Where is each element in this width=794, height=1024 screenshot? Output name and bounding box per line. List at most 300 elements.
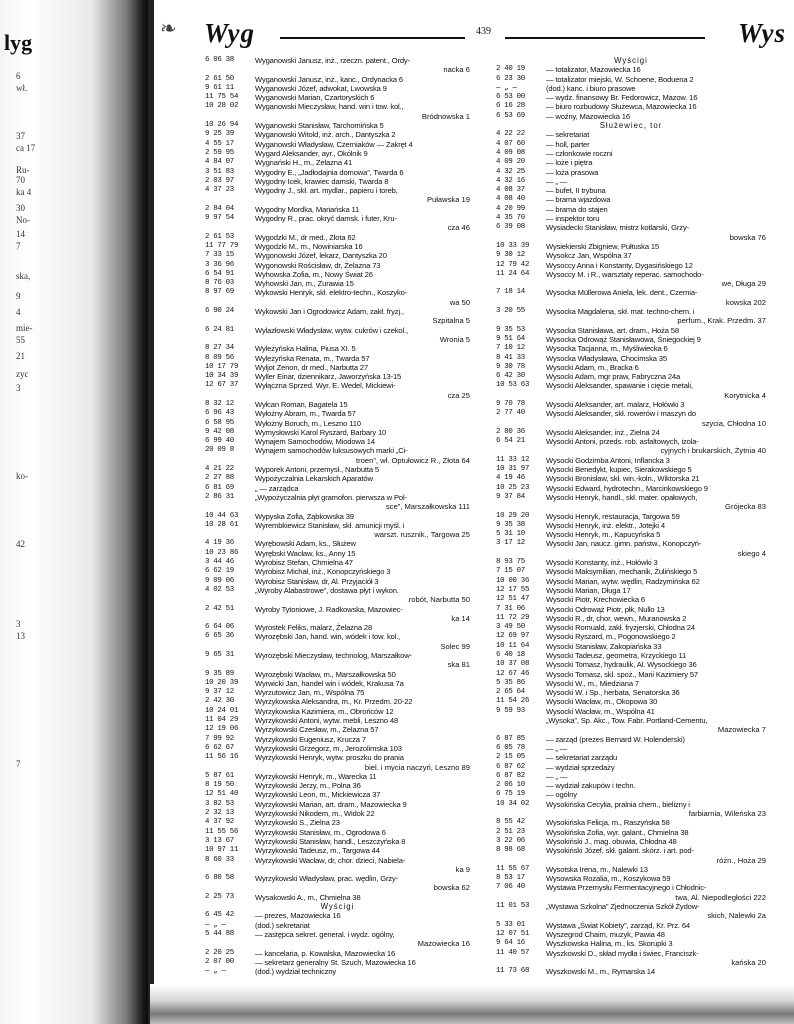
directory-entry xyxy=(496,865,766,874)
entry-continuation: Bródnowska 1 xyxy=(421,111,470,121)
entry-text: Wyrozębski Wacław, m., Marszałkowska 50 xyxy=(255,669,396,679)
phone-number: 9 42 08 xyxy=(205,427,234,436)
entry-continuation: Solec 99 xyxy=(440,641,470,651)
phone-number: 4 32 16 xyxy=(496,176,525,185)
directory-entry xyxy=(205,279,470,288)
directory-entry xyxy=(205,205,470,214)
phone-number: 3 82 53 xyxy=(205,799,234,808)
phone-number: 3 13 67 xyxy=(205,836,234,845)
phone-number: 2 84 04 xyxy=(205,204,234,213)
directory-entry xyxy=(496,539,766,548)
entry-continuation: troen”, wł. Optułowicz R., Złota 64 xyxy=(356,455,470,465)
directory-entry xyxy=(496,75,766,84)
directory-entry xyxy=(205,818,470,827)
directory-entry xyxy=(205,512,470,521)
entry-text: Wysokiński Józef, skł. galant. skórz. i art. pod- xyxy=(546,846,694,856)
phone-number: 6 16 28 xyxy=(496,102,525,111)
entry-continuation: biel. i mycia naczyń, Leszno 89 xyxy=(364,762,470,772)
entry-text: Wysocki Tomasz, skl. spoż., Marii Kazimiery 57 xyxy=(546,669,698,679)
entry-text: Wysocki Godzimba Antoni, Inflancka 3 xyxy=(546,455,670,465)
directory-entry xyxy=(205,558,470,567)
entry-text: — brama wjazdowa xyxy=(546,195,611,205)
page-bottom-shadow xyxy=(150,984,794,1024)
entry-text: Wysocka Odrowąż Stanisławowa, Śniegockiej 9 xyxy=(546,334,701,344)
directory-entry xyxy=(205,790,470,799)
entry-text: Wysocki Henryk, restauracja, Targowa 59 xyxy=(546,511,680,521)
directory-entry xyxy=(496,456,766,465)
entry-text: — sekretarz generalny St. Szuch, Mazowiecka 16 xyxy=(255,957,416,967)
phone-number xyxy=(496,716,546,725)
directory-entry xyxy=(496,93,766,102)
entry-text: — członkowie roczni xyxy=(546,148,613,158)
phone-number: 2 06 10 xyxy=(496,781,525,790)
entry-text: Wyłożny Boruch, m., Leszno 110 xyxy=(255,418,361,428)
entry-text: Wyrzykowski Henryk, m., Warecka 11 xyxy=(255,771,377,781)
entry-text: Wyporek Antoni, przemysł., Narbutta 5 xyxy=(255,465,379,475)
entry-text: Wygonowski Rościsław, dr, Żelazna 73 xyxy=(255,260,381,270)
phone-number: 10 34 39 xyxy=(205,372,239,381)
phone-number: 11 55 56 xyxy=(205,827,239,836)
entry-text: Wysocka Stanisława, art. dram., Hoża 58 xyxy=(546,325,679,335)
entry-text: Wygonowski Józef, lekarz, Dantyszka 20 xyxy=(255,251,387,261)
directory-entry xyxy=(205,372,470,381)
left-column xyxy=(205,56,470,976)
entry-text: Wysocki Piotr, Krechowiecka 6 xyxy=(546,595,645,605)
phone-number: 4 09 08 xyxy=(496,148,525,157)
entry-continuation: we, Długa 29 xyxy=(721,279,766,289)
entry-text: Wygodny E., „Jadłodajnia domowa”, Twarda 6 xyxy=(255,167,404,177)
entry-continuation: Szpitalna 5 xyxy=(432,316,470,326)
phone-number: 8 53 17 xyxy=(496,874,525,883)
directory-entry xyxy=(496,512,766,521)
entry-text: (dod.) kanc. i biuro prasowe xyxy=(546,83,636,93)
directory-entry xyxy=(205,251,470,260)
phone-number: 8 19 50 xyxy=(205,781,234,790)
phone-number: 9 51 64 xyxy=(496,334,525,343)
header-ornament: ❧ xyxy=(160,18,177,40)
directory-entry xyxy=(496,967,766,976)
directory-entry xyxy=(496,577,766,586)
entry-text: Wyrzykowski Eugeniusz, Krucza 7 xyxy=(255,734,366,744)
phone-number: 4 22 22 xyxy=(496,130,525,139)
directory-entry xyxy=(496,381,766,390)
entry-text: Wynajem samochodów luksusowych marki „Ci- xyxy=(255,446,408,456)
entry-text: Wysocki Wacław, m., Okopowa 30 xyxy=(546,697,658,707)
directory-entry xyxy=(205,446,470,455)
entry-text: Wyleżyńska Halina, Piusa XI. 5 xyxy=(255,344,356,354)
directory-entry xyxy=(205,270,470,279)
directory-entry xyxy=(496,558,766,567)
phone-number: 10 11 64 xyxy=(496,641,530,650)
entry-text: Wyszkowska Halina, m., ks. Skorupki 3 xyxy=(546,939,673,949)
phone-number: 2 86 31 xyxy=(205,492,234,501)
directory-entry xyxy=(205,744,470,753)
entry-text: Wyganowski Stanisław, Tarchomińska 5 xyxy=(255,121,384,131)
entry-text: Wyrzykowski Antoni, wytw. mebli, Leszno 48 xyxy=(255,716,399,726)
phone-number: 5 87 61 xyxy=(205,771,234,780)
directory-entry xyxy=(205,168,470,177)
entry-continuation: farbiarnia, Wileńska 23 xyxy=(688,809,766,819)
entry-text: — kancelaria, p. Kowalska, Mazowiecka 16 xyxy=(255,948,396,958)
directory-entry xyxy=(205,363,470,372)
entry-continuation: bowska 76 xyxy=(729,232,766,242)
entry-text: Wyganowski Janusz, inż., rzeczn. patent., Ordy- xyxy=(255,56,410,65)
phone-number: 6 62 67 xyxy=(205,743,234,752)
phone-number: 6 64 06 xyxy=(205,623,234,632)
entry-text: „Wystawa Szkolna” Zjednoczenia Szkół Żydow- xyxy=(546,902,700,912)
phone-number: 10 33 39 xyxy=(496,241,530,250)
directory-entry xyxy=(496,781,766,790)
phone-number: 4 02 53 xyxy=(205,585,234,594)
directory-entry xyxy=(205,772,470,781)
gutter-fragment: ska, xyxy=(16,271,31,281)
page-header xyxy=(160,14,788,54)
gutter-fragment: 42 xyxy=(16,539,25,549)
directory-entry xyxy=(496,205,766,214)
directory-entry xyxy=(205,354,470,363)
phone-number: 4 55 17 xyxy=(205,139,234,148)
gutter-fragment: mie- xyxy=(16,323,33,333)
phone-number: 6 39 08 xyxy=(496,223,525,232)
directory-entry xyxy=(496,465,766,474)
directory-entry xyxy=(205,688,470,697)
entry-text: Wysocki Tomasz, hydraulik, Al. Wysockiego 36 xyxy=(546,660,697,670)
entry-text: — zarząd (prezes Bernard W. Holenderski) xyxy=(546,734,685,744)
directory-entry xyxy=(205,409,470,418)
entry-text: Wyrzykowski Nikodem, m., Widok 22 xyxy=(255,809,375,819)
phone-number: 20 09 8 xyxy=(205,446,234,455)
directory-entry xyxy=(496,177,766,186)
directory-entry xyxy=(496,790,766,799)
section-heading: Służewiec, tor xyxy=(599,121,663,131)
directory-entry xyxy=(205,149,470,158)
directory-entry xyxy=(496,112,766,121)
phone-number: 7 06 40 xyxy=(496,883,525,892)
phone-number: 2 03 97 xyxy=(205,176,234,185)
phone-number: 9 97 54 xyxy=(205,214,234,223)
entry-text: Wykowski Henryk, skł. elektro-techn., Koszyko- xyxy=(255,288,408,298)
entry-text: Wysocki Benedykt, kupiec, Sierakowskiego 5 xyxy=(546,465,692,475)
entry-continuation: sce”, Marszałkowska 111 xyxy=(385,502,470,512)
entry-text: — loża prasowa xyxy=(546,167,599,177)
gutter-fragment: ca 17 xyxy=(16,143,36,153)
entry-text: Wysotska Irena, m., Nalewki 13 xyxy=(546,864,648,874)
phone-number: 8 55 42 xyxy=(496,818,525,827)
section-heading: Wyścigi xyxy=(614,56,648,65)
entry-text: — biuro rozbudowy Służewca, Mazowiecka 16 xyxy=(546,102,697,112)
phone-number: 4 21 22 xyxy=(205,465,234,474)
phone-number: 6 40 18 xyxy=(496,651,525,659)
phone-number: 6 06 38 xyxy=(205,56,234,64)
phone-number: 8 97 69 xyxy=(205,288,234,297)
directory-entry xyxy=(205,437,470,446)
entry-text: Wyrębski Wacław, ks., Anny 15 xyxy=(255,548,356,558)
directory-entry xyxy=(205,93,470,102)
entry-text: Wysokińska Felicja, m., Raszyńska 58 xyxy=(546,818,670,828)
directory-entry xyxy=(496,186,766,195)
phone-number: 6 05 78 xyxy=(496,743,525,752)
directory-entry xyxy=(496,521,766,530)
phone-number: 9 59 93 xyxy=(496,706,525,715)
directory-entry xyxy=(205,586,470,595)
entry-text: Wyganowski Władysław, Czerniaków — Zakręt 4 xyxy=(255,139,413,149)
directory-entry xyxy=(205,921,470,930)
directory-entry xyxy=(205,753,470,762)
entry-text: Wyłcan Roman, Bagatela 15 xyxy=(255,399,348,409)
entry-text: — inspektor toru xyxy=(546,214,600,224)
entry-continuation: Puławska 19 xyxy=(426,195,470,205)
phone-number: 6 75 19 xyxy=(496,790,525,799)
directory-entry xyxy=(205,56,470,65)
entry-text: Wysowska Rozalia, m., Koszykowa 59 xyxy=(546,874,671,884)
phone-number: 7 10 12 xyxy=(496,344,525,353)
directory-entry xyxy=(496,660,766,669)
entry-text: Wyszkowski M., m., Rymarska 14 xyxy=(546,967,655,977)
phone-number: 12 79 42 xyxy=(496,260,530,269)
entry-text: Wyrwicki Jan, handel win i wódek, Krakusa 7a xyxy=(255,678,404,688)
phone-number: 10 28 02 xyxy=(205,102,239,111)
phone-number: — „ — xyxy=(496,83,517,92)
entry-text: Wysokińska Zofia, wyr. galant., Chmielna 38 xyxy=(546,827,689,837)
directory-entry xyxy=(496,586,766,595)
directory-entry xyxy=(205,623,470,632)
directory-entry xyxy=(205,381,470,390)
entry-text: Wyszegrod Chaim, muzyk, Pawia 48 xyxy=(546,929,665,939)
entry-text: — bufet, II trybuna xyxy=(546,186,606,196)
directory-entry xyxy=(496,140,766,149)
phone-number: 4 37 92 xyxy=(205,818,234,827)
phone-number: 8 98 68 xyxy=(496,846,525,855)
directory-entry xyxy=(496,474,766,483)
phone-number: 9 37 84 xyxy=(496,492,525,501)
directory-entry xyxy=(205,911,470,920)
phone-number: 6 45 42 xyxy=(205,911,234,920)
phone-number: 2 40 19 xyxy=(496,65,525,74)
phone-number: 4 19 36 xyxy=(205,539,234,548)
entry-text: Wystawa „Świat Kobiety”, zarząd, Kr. Prz. 64 xyxy=(546,920,690,930)
directory-entry xyxy=(496,567,766,576)
entry-continuation: perfum., Krak. Przedm. 37 xyxy=(677,316,766,326)
entry-continuation: Mazowiecka 16 xyxy=(417,939,470,949)
directory-entry xyxy=(496,493,766,502)
entry-text: Wysocka Tacjanna, m., Myśliwiecka 6 xyxy=(546,344,668,354)
entry-text: Wylazłowski Władysław, wytw. cukrów i czekol., xyxy=(255,325,408,335)
directory-entry xyxy=(496,949,766,958)
phone-number: 3 17 12 xyxy=(496,539,525,548)
directory-entry xyxy=(496,428,766,437)
phone-number: 5 33 01 xyxy=(496,920,525,929)
entry-text: Wykowski Jan i Ogrodowicz Adam, zakł. fryzj., xyxy=(255,307,404,317)
directory-entry xyxy=(205,84,470,93)
phone-number: 8 27 34 xyxy=(205,344,234,353)
entry-text: Wysakowski A., m., Chmielna 38 xyxy=(255,892,361,902)
directory-entry xyxy=(496,763,766,772)
directory-entry xyxy=(205,419,470,428)
gutter-fragment: Ru- xyxy=(16,165,30,175)
phone-number: 10 26 94 xyxy=(205,121,239,130)
phone-number: 9 35 53 xyxy=(496,325,525,334)
directory-entry xyxy=(205,400,470,409)
directory-entry xyxy=(496,623,766,632)
directory-entry xyxy=(496,651,766,660)
phone-number: 2 27 88 xyxy=(205,474,234,483)
entry-text: Wystawa Przemysłu Fermentacyjnego i Chłodnic- xyxy=(546,883,707,893)
entry-text: Wysocka Müllerowa Aniela, lek. dent., Czernia- xyxy=(546,288,698,298)
gutter-fragment: 70 xyxy=(16,175,25,185)
gutter-fragment: ko- xyxy=(16,471,28,481)
phone-number: 11 55 67 xyxy=(496,864,530,873)
entry-continuation: Grójecka 83 xyxy=(725,502,766,512)
phone-number: 5 31 10 xyxy=(496,530,525,539)
header-guide-word-left: Wyg xyxy=(204,18,256,48)
gutter-fragment: 55 xyxy=(16,335,25,345)
directory-entry xyxy=(496,605,766,614)
directory-entry xyxy=(205,242,470,251)
entry-text: Wysocki Wacław, m., Wspólna 41 xyxy=(546,706,655,716)
phone-number: 6 53 69 xyxy=(496,111,525,120)
phone-number: 7 99 92 xyxy=(205,734,234,743)
entry-text: Wygard Aleksander, ayr., Okólnik 9 xyxy=(255,148,368,158)
directory-entry xyxy=(205,326,470,335)
directory-entry xyxy=(496,679,766,688)
directory-entry xyxy=(496,707,766,716)
phone-number: 6 99 40 xyxy=(205,437,234,446)
directory-entry xyxy=(205,75,470,84)
directory-entry xyxy=(205,177,470,186)
phone-number: 9 30 12 xyxy=(496,251,525,260)
phone-number: 4 09 20 xyxy=(496,158,525,167)
directory-entry xyxy=(496,828,766,837)
phone-number: 12 67 37 xyxy=(205,381,239,390)
directory-entry xyxy=(496,65,766,74)
directory-entry xyxy=(205,874,470,883)
directory-entry xyxy=(496,149,766,158)
phone-number: — „ — xyxy=(205,967,226,976)
entry-text: Wyrzutowicz Jan, m., Wspólna 75 xyxy=(255,688,365,698)
section-heading: Wyścigi xyxy=(320,902,355,912)
directory-entry xyxy=(205,856,470,865)
header-guide-word-right: Wys xyxy=(737,18,786,48)
entry-text: Wyrozębski Jan, hand. win, wódek i tow. kol., xyxy=(255,632,401,642)
entry-text: Wysocki W. i Sp., herbata, Senatorska 36 xyxy=(546,688,680,698)
gutter-fragment: zyc xyxy=(16,369,29,379)
directory-entry xyxy=(205,521,470,530)
entry-text: — brama do stajen xyxy=(546,204,608,214)
directory-entry xyxy=(496,214,766,223)
phone-number: 9 35 89 xyxy=(205,669,234,678)
directory-entry xyxy=(205,261,470,270)
directory-entry xyxy=(496,772,766,781)
phone-number: 9 30 78 xyxy=(496,362,525,371)
phone-number: 11 04 29 xyxy=(205,716,239,725)
entry-text: Wysocki Adam, mgr praw, Fabryczna 24a xyxy=(546,372,681,382)
phone-number: 8 76 03 xyxy=(205,279,234,288)
directory-entry xyxy=(205,605,470,614)
phone-number: 2 51 23 xyxy=(496,827,525,836)
phone-number: 10 23 86 xyxy=(205,548,239,557)
entry-text: „Wysoka”, Sp. Akc., Tow. Fabr. Portland-Cementu, xyxy=(546,716,708,726)
directory-entry xyxy=(205,846,470,855)
entry-text: Wysocki Ryszard, m., Pogonowskiego 2 xyxy=(546,632,676,642)
entry-text: Wygodny R., prac. okryć damsk. i futer, Kru- xyxy=(255,214,397,224)
entry-text: Wysocki Bronisław, skł. win.-koln., Wiktorska 21 xyxy=(546,474,700,484)
entry-text: Wyrzykowski Wacław, dr, chor. dzieci, Nabiela- xyxy=(255,855,406,865)
directory-entry xyxy=(496,261,766,270)
phone-number: 4 32 25 xyxy=(496,167,525,176)
phone-number: 12 69 97 xyxy=(496,632,530,641)
entry-continuation: cyjnych i brukarskich, Żytnia 40 xyxy=(660,446,766,456)
phone-number: 10 44 63 xyxy=(205,511,239,520)
phone-number: 6 87 85 xyxy=(496,734,525,743)
directory-entry xyxy=(496,837,766,846)
entry-text: Wyrobisz Stanisław, dr, Al. Przyjaciół 3 xyxy=(255,576,379,586)
entry-continuation: robót, Narbutta 50 xyxy=(408,595,470,605)
entry-text: — ogólny xyxy=(546,790,577,800)
phone-number: 7 33 15 xyxy=(205,251,234,260)
directory-entry xyxy=(205,140,470,149)
entry-text: Wysocki Maksymilian, mechanik, Żulińskiego 5 xyxy=(546,567,698,577)
left-gutter-previous-page xyxy=(0,0,148,1024)
directory-entry xyxy=(496,735,766,744)
directory-entry xyxy=(496,372,766,381)
entry-text: Wyrzykowska Kazimiera, m., Obrońców 12 xyxy=(255,706,394,716)
directory-entry xyxy=(205,539,470,548)
gutter-fragment: 4 xyxy=(16,307,21,317)
directory-entry xyxy=(205,781,470,790)
entry-text: Wygodny Mordka, Mariańska 11 xyxy=(255,204,360,214)
directory-entry xyxy=(496,223,766,232)
phone-number: 6 65 36 xyxy=(205,632,234,641)
entry-text: Wyhowska Zofia, m., Nowy Świat 26 xyxy=(255,269,373,279)
phone-number: 10 29 20 xyxy=(496,511,530,520)
directory-entry xyxy=(205,130,470,139)
entry-continuation: cza 46 xyxy=(447,223,470,233)
directory-entry xyxy=(496,632,766,641)
entry-text: Wyganowski Józef, adwokat, Lwowska 9 xyxy=(255,83,387,93)
phone-number: 12 67 46 xyxy=(496,669,530,678)
gutter-fragment: 14 xyxy=(16,229,25,239)
phone-number: 9 37 12 xyxy=(205,688,234,697)
phone-number: 6 58 95 xyxy=(205,418,234,427)
entry-text: Wysocki Henryk, m., Kapucyńska 5 xyxy=(546,530,661,540)
entry-text: Wysocki Marian, Długa 17 xyxy=(546,585,631,595)
entry-text: Wyrembkiewicz Stanisław, skł. amunicji myśl. i xyxy=(255,520,405,530)
entry-text: „Wypożyczalnia płyt gramofon. pierwsza w Pol- xyxy=(255,492,407,502)
entry-text: Wysocki Aleksander, art. malarz, Hołówki 3 xyxy=(546,399,685,409)
entry-text: Wyrostek Feliks, malarz, Żelazna 28 xyxy=(255,623,373,633)
phone-number: 11 54 26 xyxy=(496,697,530,706)
entry-text: — totalizator, Mazowiecka 16 xyxy=(546,65,641,75)
phone-number: 7 31 06 xyxy=(496,604,525,613)
entry-continuation: skich, Nalewki 2a xyxy=(707,911,766,921)
entry-text: Wyrzykowski S., Zielna 23 xyxy=(255,818,340,828)
entry-text: — „ — xyxy=(546,743,568,753)
directory-entry xyxy=(205,651,470,660)
phone-number: 2 20 25 xyxy=(205,948,234,957)
entry-text: Wyszkowski D., skład mydła i świec, Franciszk- xyxy=(546,948,699,958)
phone-number: 8 93 75 xyxy=(496,558,525,567)
directory-entry xyxy=(496,921,766,930)
gutter-fragment: 6 xyxy=(16,71,21,81)
directory-entry xyxy=(496,688,766,697)
directory-entry xyxy=(205,725,470,734)
entry-text: — sekretariat xyxy=(546,130,590,140)
directory-entry xyxy=(205,474,470,483)
entry-text: Wysocki Aleksander, inż., Zielna 24 xyxy=(546,427,660,437)
phone-number: 10 53 63 xyxy=(496,381,530,390)
entry-text: Wyrzykowski Stanisław, handl., Leszczyńska 8 xyxy=(255,836,406,846)
directory-entry xyxy=(205,493,470,502)
